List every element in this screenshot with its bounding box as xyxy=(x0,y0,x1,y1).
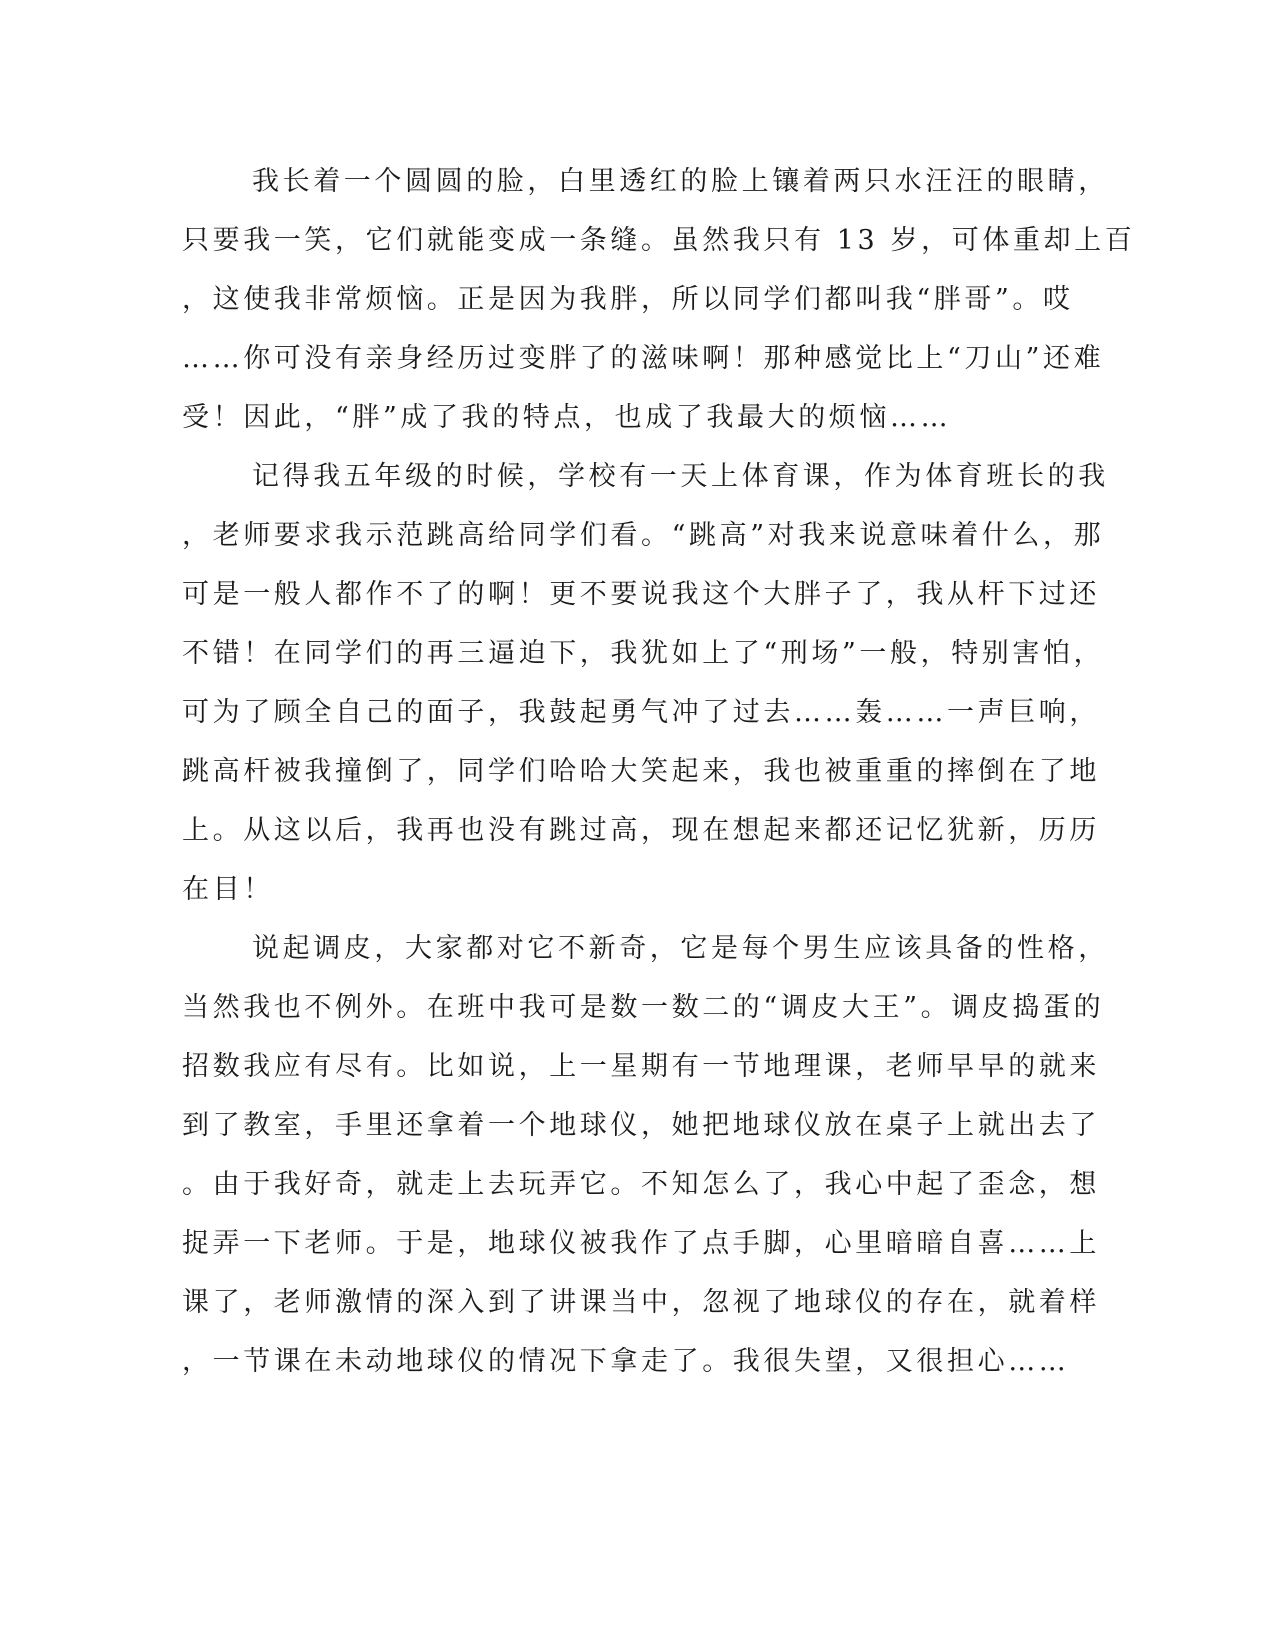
paragraph-2-line-7: 上。从这以后，我再也没有跳过高，现在想起来都还记忆犹新，历历 xyxy=(182,815,1100,846)
paragraph-3-line-6: 捉弄一下老师。于是，地球仪被我作了点手脚，心里暗暗自喜……上 xyxy=(182,1228,1100,1259)
paragraph-3-line-1: 说起调皮，大家都对它不新奇，它是每个男生应该具备的性格， xyxy=(252,933,1109,964)
paragraph-2-line-6: 跳高杆被我撞倒了，同学们哈哈大笑起来，我也被重重的摔倒在了地 xyxy=(182,756,1100,787)
paragraph-3-line-2: 当然我也不例外。在班中我可是数一数二的“调皮大王”。调皮捣蛋的 xyxy=(182,992,1105,1023)
paragraph-3-line-7: 课了，老师激情的深入到了讲课当中，忽视了地球仪的存在，就着样 xyxy=(182,1287,1100,1318)
paragraph-2-line-3: 可是一般人都作不了的啊！更不要说我这个大胖子了，我从杆下过还 xyxy=(182,579,1100,610)
paragraph-1-line-4: ……你可没有亲身经历过变胖了的滋味啊！那种感觉比上“刀山”还难 xyxy=(182,343,1105,374)
paragraph-3-line-8: ，一节课在未动地球仪的情况下拿走了。我很失望，又很担心…… xyxy=(182,1346,1070,1377)
paragraph-1-line-1: 我长着一个圆圆的脸，白里透红的脸上镶着两只水汪汪的眼睛， xyxy=(252,166,1109,197)
paragraph-1-line-3: ，这使我非常烦恼。正是因为我胖，所以同学们都叫我“胖哥”。哎 xyxy=(182,284,1074,315)
paragraph-2-line-2: ，老师要求我示范跳高给同学们看。“跳高”对我来说意味着什么，那 xyxy=(182,520,1105,551)
paragraph-2-line-5: 可为了顾全自己的面子，我鼓起勇气冲了过去……轰……一声巨响， xyxy=(182,697,1100,728)
paragraph-3-line-3: 招数我应有尽有。比如说，上一星期有一节地理课，老师早早的就来 xyxy=(182,1051,1100,1082)
paragraph-1-line-5: 受！因此，“胖”成了我的特点，也成了我最大的烦恼…… xyxy=(182,402,952,433)
paragraph-3-line-4: 到了教室，手里还拿着一个地球仪，她把地球仪放在桌子上就出去了 xyxy=(182,1110,1100,1141)
paragraph-2-line-4: 不错！在同学们的再三逼迫下，我犹如上了“刑场”一般，特别害怕， xyxy=(182,638,1105,669)
paragraph-2-line-1: 记得我五年级的时候，学校有一天上体育课，作为体育班长的我 xyxy=(252,461,1109,492)
paragraph-2-line-8: 在目！ xyxy=(182,874,274,905)
paragraph-1-line-2: 只要我一笑，它们就能变成一条缝。虽然我只有 13 岁，可体重却上百 xyxy=(182,225,1136,256)
paragraph-3-line-5: 。由于我好奇，就走上去玩弄它。不知怎么了，我心中起了歪念，想 xyxy=(182,1169,1100,1200)
